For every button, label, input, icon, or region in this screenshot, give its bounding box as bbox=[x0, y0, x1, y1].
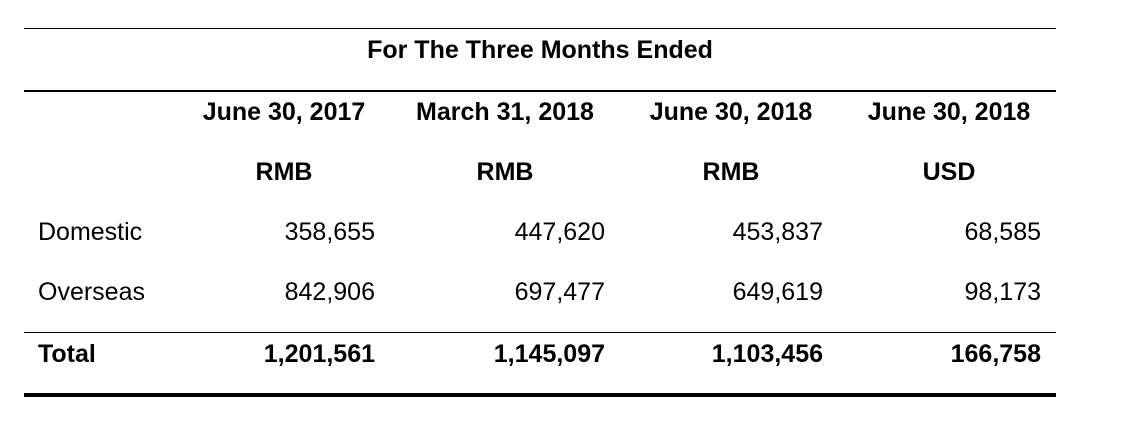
total-cell: 1,201,561 bbox=[263, 340, 375, 368]
total-cell: 1,145,097 bbox=[493, 340, 605, 368]
top-rule bbox=[24, 28, 1056, 29]
column-header-period: June 30, 2017 bbox=[202, 98, 366, 126]
column-header-period: June 30, 2018 bbox=[867, 98, 1031, 126]
row-label-domestic: Domestic bbox=[38, 218, 143, 246]
header-rule bbox=[24, 90, 1056, 92]
column-header-currency: USD bbox=[922, 158, 976, 186]
column-header-period: June 30, 2018 bbox=[649, 98, 813, 126]
column-header-currency: RMB bbox=[702, 158, 760, 186]
table-cell: 447,620 bbox=[514, 218, 605, 246]
column-header-currency: RMB bbox=[255, 158, 313, 186]
column-header-period: March 31, 2018 bbox=[416, 98, 594, 126]
row-label-total: Total bbox=[38, 340, 96, 368]
table-cell: 649,619 bbox=[732, 278, 823, 306]
total-rule bbox=[24, 332, 1056, 333]
table-cell: 842,906 bbox=[284, 278, 375, 306]
table-title: For The Three Months Ended bbox=[367, 36, 713, 64]
table-cell: 697,477 bbox=[514, 278, 605, 306]
bottom-rule bbox=[24, 393, 1056, 397]
total-cell: 166,758 bbox=[950, 340, 1041, 368]
table-cell: 358,655 bbox=[284, 218, 375, 246]
row-label-overseas: Overseas bbox=[38, 278, 145, 306]
table-cell: 98,173 bbox=[964, 278, 1041, 306]
table-cell: 453,837 bbox=[732, 218, 823, 246]
total-cell: 1,103,456 bbox=[711, 340, 823, 368]
column-header-currency: RMB bbox=[476, 158, 534, 186]
table-cell: 68,585 bbox=[964, 218, 1041, 246]
